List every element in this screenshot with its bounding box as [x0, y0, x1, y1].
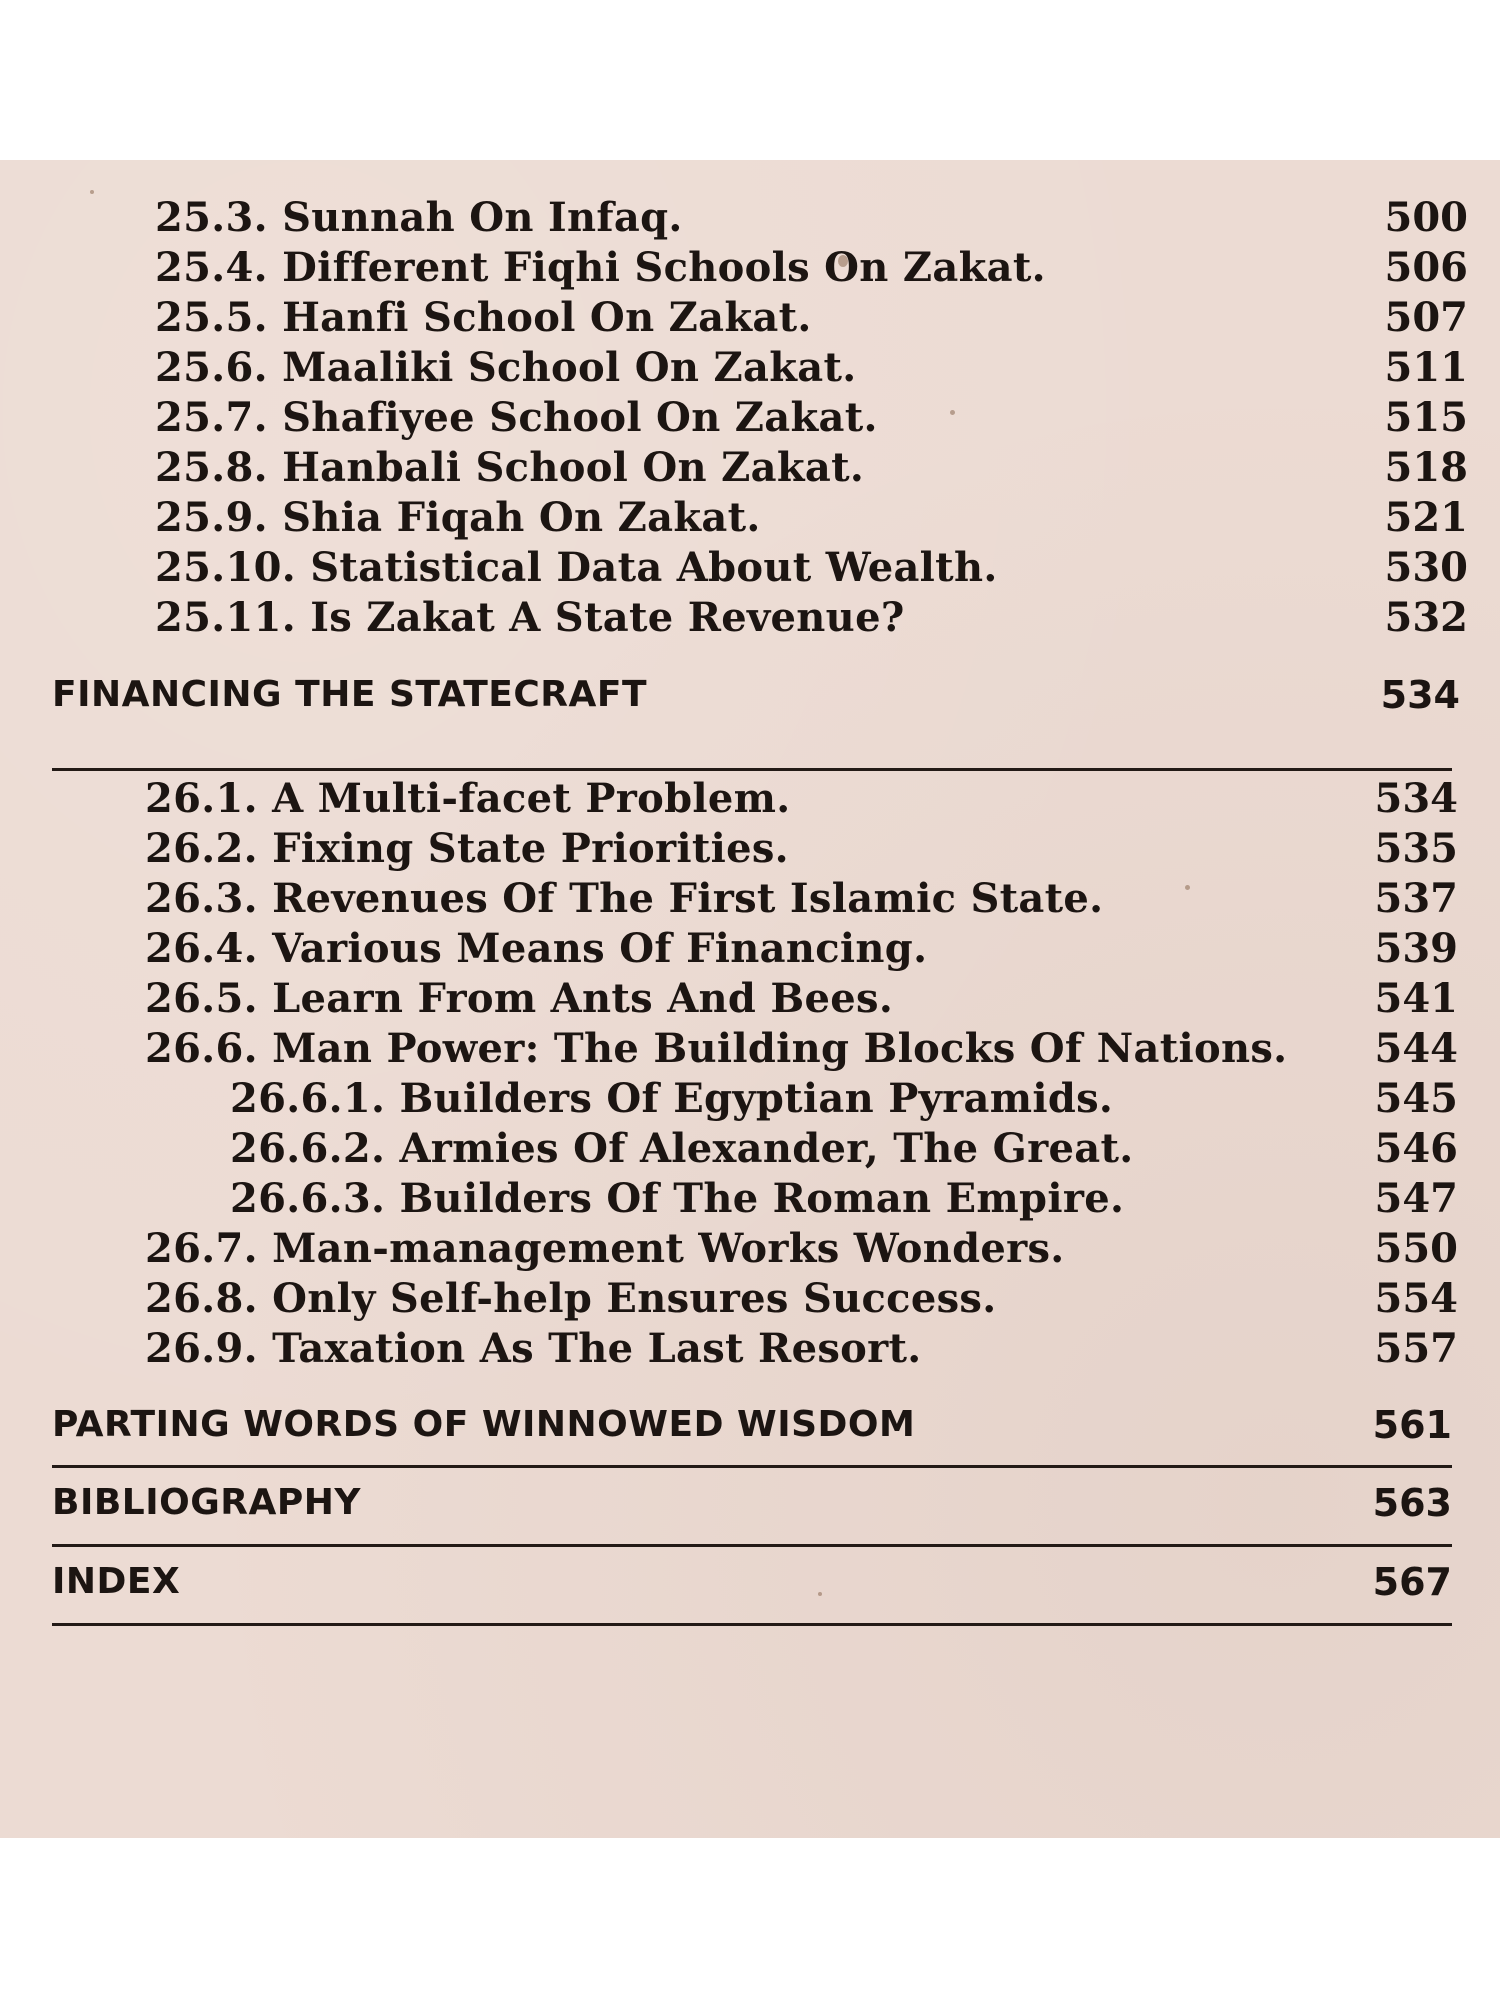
entry-title: Maaliki School On Zakat. [282, 344, 857, 391]
entry-number: 25.3. [155, 194, 268, 241]
entry-number: 26.9. [145, 1325, 258, 1372]
entry-page-number: 530 [1384, 544, 1468, 591]
toc-entry-25-5 [155, 293, 812, 343]
entry-title: Shia Fiqah On Zakat. [282, 494, 761, 541]
entry-title: Sunnah On Infaq. [282, 194, 683, 241]
chapter-divider [52, 1623, 1452, 1626]
entry-title: Builders Of Egyptian Pyramids. [399, 1075, 1114, 1122]
entry-number: 26.5. [145, 975, 258, 1022]
toc-entry-25-6 [155, 343, 856, 393]
chapter-divider [52, 1465, 1452, 1468]
entry-title: Builders Of The Roman Empire. [399, 1175, 1125, 1222]
entry-title: Revenues Of The First Islamic State. [272, 875, 1104, 922]
entry-page-number: 511 [1384, 344, 1468, 391]
chapter-title: FINANCING THE STATECRAFT [52, 674, 647, 715]
entry-page-number: 539 [1374, 925, 1458, 972]
entry-number: 25.5. [155, 294, 268, 341]
entry-page-number: 557 [1374, 1325, 1458, 1372]
toc-entry-25-4 [155, 243, 1046, 293]
entry-number: 26.6. [145, 1025, 258, 1072]
toc-entry-26-6-1 [230, 1074, 1113, 1124]
chapter-divider [52, 768, 1452, 771]
entry-page-number: 546 [1374, 1125, 1458, 1172]
entry-page-number: 518 [1384, 444, 1468, 491]
entry-number: 25.10. [155, 544, 296, 591]
toc-entry-26-9 [145, 1324, 922, 1374]
entry-number: 26.7. [145, 1225, 258, 1272]
paper-speck [950, 410, 955, 415]
toc-entry-25-3 [155, 193, 683, 243]
entry-number: 26.3. [145, 875, 258, 922]
entry-page-number: 544 [1374, 1025, 1458, 1072]
toc-entry-26-6-2 [230, 1124, 1133, 1174]
toc-entry-25-9 [155, 493, 761, 543]
entry-title: Shafiyee School On Zakat. [282, 394, 878, 441]
entry-title: Armies Of Alexander, The Great. [399, 1125, 1134, 1172]
entry-title: Man Power: The Building Blocks Of Nations. [272, 1025, 1288, 1072]
entry-title: Is Zakat A State Revenue? [310, 594, 905, 641]
entry-page-number: 507 [1384, 294, 1468, 341]
entry-number: 26.4. [145, 925, 258, 972]
entry-page-number: 547 [1374, 1175, 1458, 1222]
toc-entry-26-8 [145, 1274, 996, 1324]
entry-page-number: 500 [1384, 194, 1468, 241]
entry-number: 26.1. [145, 775, 258, 822]
toc-entry-25-7 [155, 393, 878, 443]
toc-entry-25-11 [155, 593, 905, 643]
entry-title: Hanfi School On Zakat. [282, 294, 812, 341]
paper-speck [818, 1592, 822, 1596]
entry-title: A Multi-facet Problem. [272, 775, 791, 822]
entry-number: 26.6.3. [230, 1175, 386, 1222]
entry-page-number: 535 [1374, 825, 1458, 872]
toc-entry-25-8 [155, 443, 864, 493]
toc-entry-26-6-3 [230, 1174, 1124, 1224]
entry-page-number: 550 [1374, 1225, 1458, 1272]
entry-number: 26.2. [145, 825, 258, 872]
entry-title: Hanbali School On Zakat. [282, 444, 865, 491]
chapter-title: PARTING WORDS OF WINNOWED WISDOM [52, 1404, 916, 1445]
entry-title: Man-management Works Wonders. [272, 1225, 1065, 1272]
entry-number: 26.6.1. [230, 1075, 386, 1122]
entry-title: Different Fiqhi Schools On Zakat. [282, 244, 1046, 291]
entry-page-number: 532 [1384, 594, 1468, 641]
entry-title: Various Means Of Financing. [272, 925, 928, 972]
chapter-page-number: 567 [1372, 1560, 1452, 1604]
paper-speck [1185, 885, 1190, 890]
entry-title: Taxation As The Last Resort. [272, 1325, 922, 1372]
entry-page-number: 537 [1374, 875, 1458, 922]
toc-entry-26-4 [145, 924, 927, 974]
chapter-title: BIBLIOGRAPHY [52, 1482, 361, 1523]
toc-entry-26-3 [145, 874, 1103, 924]
toc-entry-26-6 [145, 1024, 1287, 1074]
entry-number: 25.11. [155, 594, 296, 641]
toc-entry-26-5 [145, 974, 893, 1024]
chapter-title: INDEX [52, 1561, 181, 1602]
entry-number: 25.4. [155, 244, 268, 291]
chapter-divider [52, 1544, 1452, 1547]
entry-page-number: 545 [1374, 1075, 1458, 1122]
entry-page-number: 541 [1374, 975, 1458, 1022]
chapter-page-number: 563 [1372, 1481, 1452, 1525]
entry-page-number: 521 [1384, 494, 1468, 541]
entry-number: 25.8. [155, 444, 268, 491]
entry-page-number: 554 [1374, 1275, 1458, 1322]
toc-entry-26-2 [145, 824, 789, 874]
entry-number: 25.9. [155, 494, 268, 541]
entry-title: Statistical Data About Wealth. [310, 544, 998, 591]
chapter-page-number: 561 [1372, 1403, 1452, 1447]
entry-number: 26.6.2. [230, 1125, 386, 1172]
entry-number: 25.6. [155, 344, 268, 391]
toc-entry-26-1 [145, 774, 791, 824]
entry-number: 25.7. [155, 394, 268, 441]
entry-title: Only Self-help Ensures Success. [272, 1275, 997, 1322]
entry-page-number: 534 [1374, 775, 1458, 822]
toc-page [0, 160, 1500, 1838]
entry-title: Learn From Ants And Bees. [272, 975, 894, 1022]
toc-entry-26-7 [145, 1224, 1065, 1274]
chapter-page-number: 534 [1380, 673, 1460, 717]
entry-page-number: 506 [1384, 244, 1468, 291]
entry-page-number: 515 [1384, 394, 1468, 441]
entry-title: Fixing State Priorities. [272, 825, 789, 872]
paper-speck [90, 190, 94, 194]
entry-number: 26.8. [145, 1275, 258, 1322]
toc-entry-25-10 [155, 543, 998, 593]
